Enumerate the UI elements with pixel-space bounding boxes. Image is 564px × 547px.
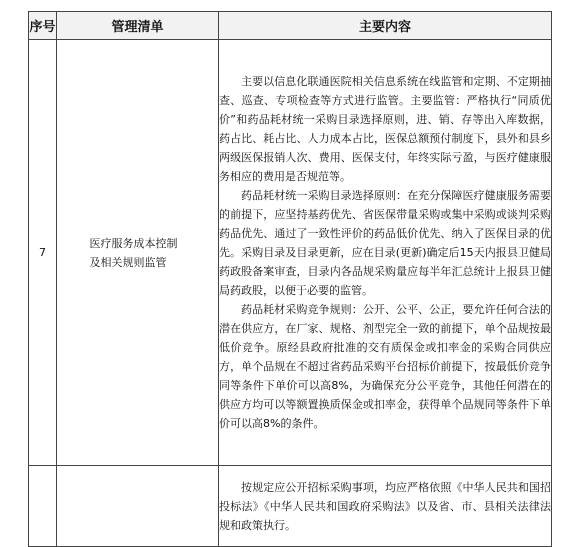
table-row	[29, 40, 552, 466]
header-index: 序号	[29, 12, 57, 40]
header-list: 管理清单	[57, 12, 219, 40]
row-content	[219, 466, 552, 547]
table-row	[29, 466, 552, 547]
content-paragraph: 药品耗材采购竞争规则：公开、公平、公正，要允许任何合法的潜在供应方，在厂家、规格、剂型完全一致的前提下，单个品规按最低价竞争。原经县政府批准的交有质保金或扣率金的采购合同供应方，单个品规在不超过省药品采购平台招标价前提下，按最低价竞争同等条件下单价可以高8%，为确保充分公平竞争，其他任何潜在的供应方均可以等额置换质保金或扣率金，获得单个品规同等条件下单价可以高8%的条件。	[219, 303, 551, 430]
row-content	[219, 40, 552, 466]
content-paragraph: 按规定应公开招标采购事项，均应严格依照《中华人民共和国招投标法》《中华人民共和国政府采购法》以及省、市、县相关法律法规和政策执行。	[219, 480, 551, 532]
row-index	[29, 466, 57, 547]
row-name-cell	[57, 466, 219, 547]
row-name: 医疗服务成本控制及相关规则监管	[89, 236, 178, 269]
management-list-table	[28, 11, 552, 547]
content-paragraph: 药品耗材统一采购目录选择原则：在充分保障医疗健康服务需要的前提下，应坚持基药优先、省医保带量采购或集中采购或谈判采购药品优先、通过了一致性评价的药品低价优先、纳入了医保目录的优先。采购目录及目录更新，应在目录(更新)确定后15天内报县卫健局药政股备案审查，目录内各品规采购量应每半年汇总统计上报县卫健局药政股，以便于必要的监管。	[219, 189, 551, 297]
header-content: 主要内容	[219, 12, 552, 40]
row-index: 7	[29, 40, 57, 466]
table-header-row	[29, 12, 552, 40]
content-paragraph: 主要以信息化联通医院相关信息系统在线监管和定期、不定期抽查、巡查、专项检查等方式进行监管。主要监管：严格执行“同质优价”和药品耗材统一采购目录选择原则，进、销、存等出入库数据，药占比、耗占比、人力成本占比，医保总额预付制度下，县外和县乡两级医保报销人次、费用、医保支付，年终实际亏盈，与医疗健康服务相应的费用是否规范等。	[219, 75, 551, 183]
row-name-cell	[57, 40, 219, 466]
